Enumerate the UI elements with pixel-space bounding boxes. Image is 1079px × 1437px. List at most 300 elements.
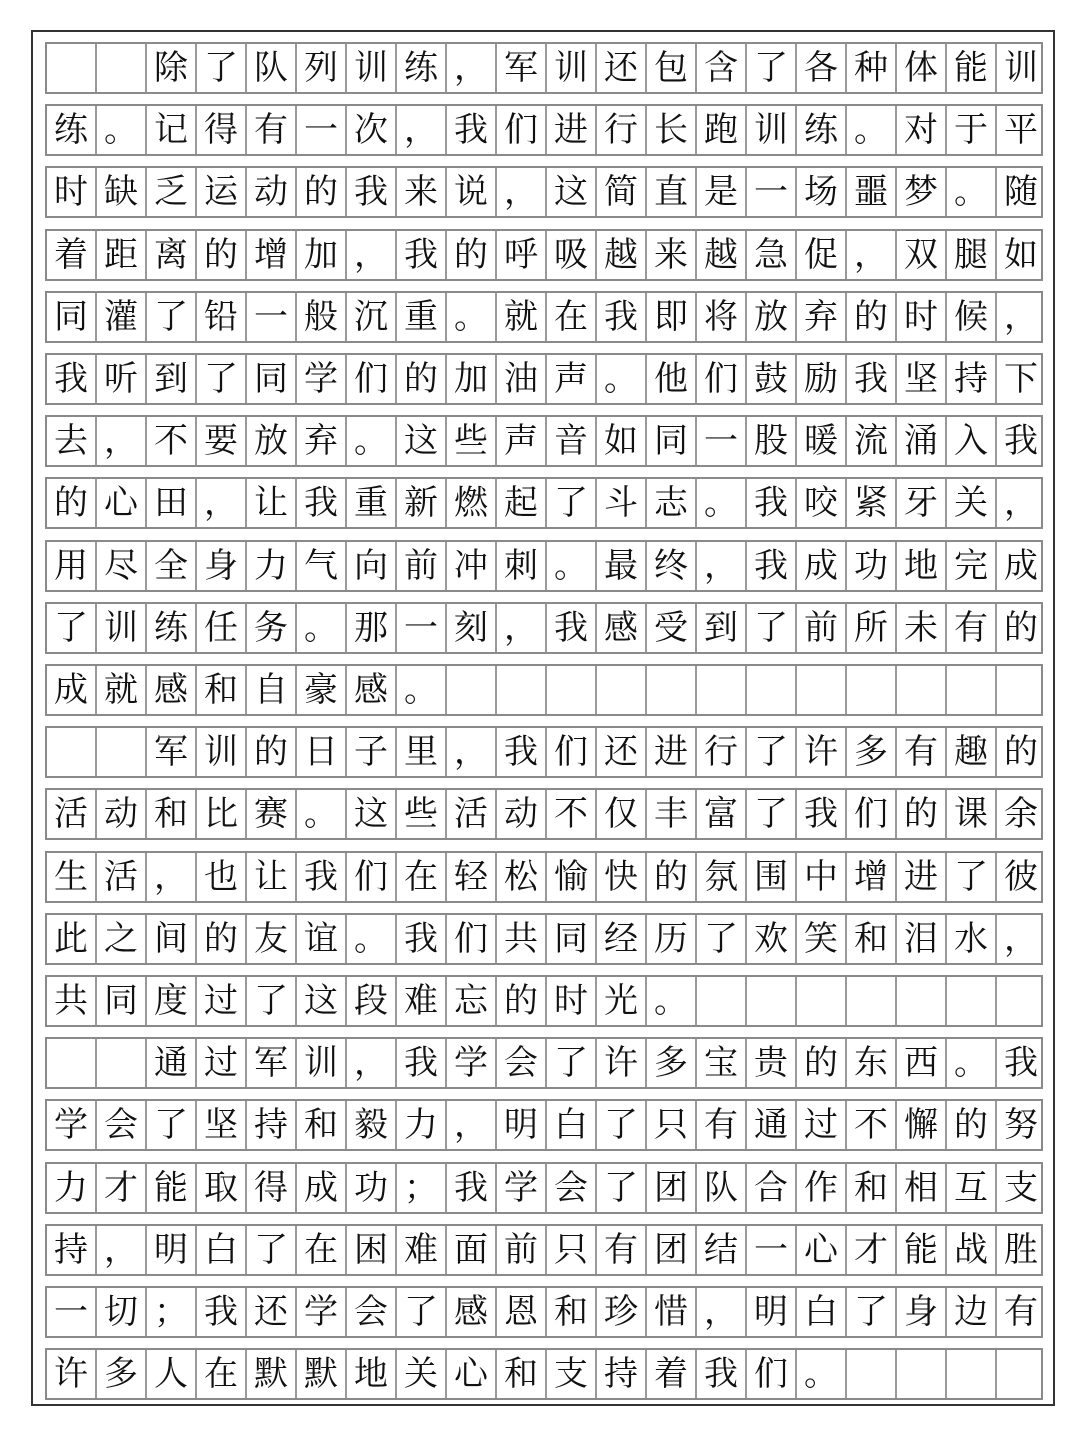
grid-cell: 在 [545, 293, 595, 341]
grid-row [45, 42, 1043, 94]
grid-cell: 训 [995, 44, 1045, 92]
grid-cell [995, 666, 1045, 714]
grid-cell: 。 [845, 106, 895, 154]
grid-cell [995, 1350, 1045, 1398]
grid-cell [695, 977, 745, 1025]
grid-cell [47, 728, 95, 776]
grid-cell: 我 [995, 1039, 1045, 1087]
grid-cell: 我 [745, 479, 795, 527]
grid-cell: 了 [245, 1226, 295, 1274]
grid-cell: 学 [54, 1105, 88, 1146]
grid-cell: 牙 [895, 479, 945, 527]
grid-row [45, 975, 1043, 1027]
grid-cell: 就 [95, 666, 145, 714]
grid-cell: 在 [395, 853, 445, 901]
grid-cell: 困 [345, 1226, 395, 1274]
grid-cell: 日 [295, 728, 345, 776]
grid-cell: 成 [795, 542, 845, 590]
grid-cell: 了 [145, 293, 195, 341]
grid-cell: 感 [145, 666, 195, 714]
grid-cell: 愉 [545, 853, 595, 901]
grid-row [45, 602, 1043, 654]
grid-cell: 惜 [645, 1288, 695, 1336]
grid-cell: 弃 [795, 293, 845, 341]
grid-cell: 着 [645, 1350, 695, 1398]
grid-cell: 东 [845, 1039, 895, 1087]
grid-cell: 友 [245, 915, 295, 963]
grid-cell: 军 [145, 728, 195, 776]
grid-cell: 战 [945, 1226, 995, 1274]
grid-cell: 支 [545, 1350, 595, 1398]
grid-cell: ， [495, 168, 545, 216]
grid-cell: 此 [54, 918, 88, 959]
grid-cell: 能 [145, 1164, 195, 1212]
grid-cell [95, 44, 145, 92]
grid-cell: 的 [195, 231, 245, 279]
grid-cell: 。 [945, 168, 995, 216]
grid-cell: 长 [645, 106, 695, 154]
grid-cell: 练 [54, 110, 88, 151]
grid-cell: 西 [895, 1039, 945, 1087]
grid-row [45, 104, 1043, 156]
grid-cell: 。 [445, 293, 495, 341]
grid-cell: 之 [95, 915, 145, 963]
grid-cell: 记 [145, 106, 195, 154]
grid-cell: 动 [495, 790, 545, 838]
grid-row [45, 726, 1043, 778]
grid-cell: 我 [845, 355, 895, 403]
grid-cell: 队 [245, 44, 295, 92]
grid-cell: 还 [245, 1288, 295, 1336]
grid-cell: 练 [395, 44, 445, 92]
grid-cell: 成 [54, 670, 88, 710]
grid-cell: 难 [395, 1226, 445, 1274]
grid-cell: 务 [245, 604, 295, 652]
grid-cell: 氛 [695, 853, 745, 901]
grid-cell: 活 [445, 790, 495, 838]
grid-cell: ， [495, 604, 545, 652]
grid-cell: 完 [945, 542, 995, 590]
grid-cell: 油 [495, 355, 545, 403]
grid-cell: 音 [545, 417, 595, 465]
grid-cell: 的 [295, 168, 345, 216]
grid-cell: 来 [645, 231, 695, 279]
grid-cell: 一 [745, 1226, 795, 1274]
grid-cell: 一 [395, 604, 445, 652]
grid-cell: 。 [345, 417, 395, 465]
grid-cell: 有 [595, 1226, 645, 1274]
grid-cell: 练 [145, 604, 195, 652]
grid-cell: 活 [54, 794, 88, 835]
grid-cell: 努 [995, 1101, 1045, 1149]
grid-cell: 和 [195, 666, 245, 714]
grid-cell: 了 [145, 1101, 195, 1149]
grid-cell: 课 [945, 790, 995, 838]
grid-row [45, 788, 1043, 840]
grid-cell: 流 [845, 417, 895, 465]
grid-row [45, 664, 1043, 716]
grid-cell: 股 [745, 417, 795, 465]
grid-cell: 我 [695, 1350, 745, 1398]
grid-cell: 紧 [845, 479, 895, 527]
grid-cell: 持 [945, 355, 995, 403]
grid-cell: 一 [295, 106, 345, 154]
grid-cell: 松 [495, 853, 545, 901]
grid-cell: 切 [95, 1288, 145, 1336]
grid-cell: 受 [645, 604, 695, 652]
grid-cell: 我 [445, 106, 495, 154]
grid-row [45, 913, 1043, 965]
grid-cell: 了 [545, 1039, 595, 1087]
grid-cell: 了 [195, 44, 245, 92]
grid-cell: 我 [295, 479, 345, 527]
grid-cell: 和 [845, 915, 895, 963]
grid-cell: 团 [645, 1164, 695, 1212]
grid-cell: 我 [54, 359, 88, 399]
grid-cell: 白 [545, 1101, 595, 1149]
grid-cell: 次 [345, 106, 395, 154]
grid-cell: 彼 [995, 853, 1045, 901]
grid-cell: 。 [795, 1350, 845, 1398]
grid-cell [545, 666, 595, 714]
grid-cell [945, 666, 995, 714]
grid-cell: 成 [995, 542, 1045, 590]
grid-cell: 谊 [295, 915, 345, 963]
grid-cell: 段 [345, 977, 395, 1025]
grid-cell: 入 [945, 417, 995, 465]
grid-cell: 了 [945, 853, 995, 901]
grid-cell: 加 [295, 231, 345, 279]
grid-cell: 前 [495, 1226, 545, 1274]
grid-cell: 我 [745, 542, 795, 590]
grid-cell: 了 [395, 1288, 445, 1336]
grid-cell [995, 977, 1045, 1025]
grid-cell: 鼓 [745, 355, 795, 403]
grid-cell: 场 [795, 168, 845, 216]
grid-cell: 活 [95, 853, 145, 901]
grid-cell: ， [345, 231, 395, 279]
grid-cell: 我 [395, 231, 445, 279]
grid-cell: 关 [395, 1350, 445, 1398]
grid-cell: 这 [545, 168, 595, 216]
grid-cell: 气 [295, 542, 345, 590]
grid-cell: 也 [195, 853, 245, 901]
grid-cell: 多 [645, 1039, 695, 1087]
grid-cell: 燃 [445, 479, 495, 527]
grid-cell: 人 [145, 1350, 195, 1398]
grid-cell: 起 [495, 479, 545, 527]
grid-cell: 毅 [345, 1101, 395, 1149]
grid-cell: 面 [445, 1226, 495, 1274]
grid-cell: 边 [945, 1288, 995, 1336]
grid-cell: 和 [845, 1164, 895, 1212]
grid-cell: 了 [745, 44, 795, 92]
grid-cell: 即 [645, 293, 695, 341]
grid-cell: 我 [795, 790, 845, 838]
grid-cell: 铅 [195, 293, 245, 341]
grid-cell: 于 [945, 106, 995, 154]
grid-cell: 增 [845, 853, 895, 901]
grid-cell: 坚 [895, 355, 945, 403]
grid-cell: 同 [95, 977, 145, 1025]
grid-cell: 的 [445, 231, 495, 279]
grid-cell: 同 [545, 915, 595, 963]
grid-cell: 直 [645, 168, 695, 216]
grid-cell [95, 728, 145, 776]
grid-cell: 恩 [495, 1288, 545, 1336]
grid-cell: 刻 [445, 604, 495, 652]
grid-cell: 弃 [295, 417, 345, 465]
grid-cell: 就 [495, 293, 545, 341]
grid-cell: 冲 [445, 542, 495, 590]
grid-cell: 快 [595, 853, 645, 901]
grid-cell: 的 [54, 483, 88, 524]
grid-cell: 越 [595, 231, 645, 279]
grid-cell: 向 [345, 542, 395, 590]
grid-cell: 历 [645, 915, 695, 963]
grid-cell: 去 [54, 421, 88, 462]
grid-cell: 心 [445, 1350, 495, 1398]
grid-cell: 离 [145, 231, 195, 279]
grid-cell: 励 [795, 355, 845, 403]
grid-cell: 的 [795, 1039, 845, 1087]
grid-cell: 呼 [495, 231, 545, 279]
grid-cell: 了 [595, 1164, 645, 1212]
grid-cell: 的 [195, 915, 245, 963]
grid-cell: 支 [995, 1164, 1045, 1212]
grid-cell: 他 [645, 355, 695, 403]
grid-cell: 对 [895, 106, 945, 154]
grid-cell: 坚 [195, 1101, 245, 1149]
grid-cell: 的 [945, 1101, 995, 1149]
grid-cell: 些 [445, 417, 495, 465]
grid-cell: 训 [545, 44, 595, 92]
grid-cell: 了 [245, 977, 295, 1025]
grid-cell: 们 [345, 355, 395, 403]
grid-cell: 同 [245, 355, 295, 403]
grid-cell [895, 666, 945, 714]
grid-cell: ， [395, 106, 445, 154]
grid-cell: 经 [595, 915, 645, 963]
grid-cell: 刺 [495, 542, 545, 590]
grid-cell: ， [195, 479, 245, 527]
grid-cell: 简 [595, 168, 645, 216]
grid-cell: 身 [895, 1288, 945, 1336]
grid-cell: 要 [195, 417, 245, 465]
grid-cell: 光 [595, 977, 645, 1025]
grid-cell: 梦 [895, 168, 945, 216]
grid-cell: 最 [595, 542, 645, 590]
grid-cell: 不 [545, 790, 595, 838]
grid-cell [445, 666, 495, 714]
grid-cell: 的 [395, 355, 445, 403]
grid-cell: 一 [245, 293, 295, 341]
grid-cell: 种 [845, 44, 895, 92]
grid-cell: 们 [695, 355, 745, 403]
grid-cell: 过 [195, 1039, 245, 1087]
grid-cell: 如 [995, 231, 1045, 279]
grid-cell: 缺 [95, 168, 145, 216]
grid-cell: 取 [195, 1164, 245, 1212]
grid-cell: 在 [195, 1350, 245, 1398]
grid-cell [745, 666, 795, 714]
grid-row [45, 1286, 1043, 1338]
grid-cell: 候 [945, 293, 995, 341]
grid-cell: 些 [395, 790, 445, 838]
grid-cell: 灌 [95, 293, 145, 341]
grid-row [45, 291, 1043, 343]
grid-cell: 是 [695, 168, 745, 216]
grid-cell: 的 [845, 293, 895, 341]
grid-cell: 忘 [445, 977, 495, 1025]
grid-cell: 明 [745, 1288, 795, 1336]
grid-cell: ， [845, 231, 895, 279]
grid-cell: 泪 [895, 915, 945, 963]
grid-cell: 下 [995, 355, 1045, 403]
grid-cell: 未 [895, 604, 945, 652]
grid-row [45, 229, 1043, 281]
grid-cell: 们 [845, 790, 895, 838]
grid-cell: 我 [295, 853, 345, 901]
grid-cell: 了 [195, 355, 245, 403]
grid-cell: 志 [645, 479, 695, 527]
grid-cell: 得 [245, 1164, 295, 1212]
grid-cell: 进 [645, 728, 695, 776]
grid-cell: ， [695, 1288, 745, 1336]
grid-cell: 有 [895, 728, 945, 776]
grid-cell: 的 [645, 853, 695, 901]
grid-cell: 到 [695, 604, 745, 652]
grid-row [45, 477, 1043, 529]
grid-cell: 让 [245, 853, 295, 901]
grid-cell: 子 [345, 728, 395, 776]
grid-cell: 各 [795, 44, 845, 92]
grid-cell [845, 666, 895, 714]
grid-row [45, 540, 1043, 592]
grid-row [45, 1162, 1043, 1214]
grid-cell: 噩 [845, 168, 895, 216]
grid-cell: 有 [695, 1101, 745, 1149]
grid-cell: 新 [395, 479, 445, 527]
grid-cell: 来 [395, 168, 445, 216]
grid-cell: 将 [695, 293, 745, 341]
grid-cell: 通 [745, 1101, 795, 1149]
grid-cell: 不 [145, 417, 195, 465]
grid-cell: 前 [395, 542, 445, 590]
grid-cell: 中 [795, 853, 845, 901]
grid-cell: ， [95, 1226, 145, 1274]
grid-cell: 明 [495, 1101, 545, 1149]
grid-cell: 笑 [795, 915, 845, 963]
grid-cell: 这 [295, 977, 345, 1025]
grid-cell: 持 [54, 1229, 88, 1270]
grid-cell: 丰 [645, 790, 695, 838]
grid-cell: 让 [245, 479, 295, 527]
grid-cell: 。 [545, 542, 595, 590]
grid-cell: 跑 [695, 106, 745, 154]
grid-cell: ， [95, 417, 145, 465]
grid-cell: 豪 [295, 666, 345, 714]
grid-cell: 除 [145, 44, 195, 92]
grid-cell: 一 [745, 168, 795, 216]
grid-cell: 终 [645, 542, 695, 590]
grid-cell: ； [395, 1164, 445, 1212]
grid-cell: 暖 [795, 417, 845, 465]
grid-cell: 了 [545, 479, 595, 527]
grid-cell: 了 [745, 604, 795, 652]
grid-cell: 才 [845, 1226, 895, 1274]
grid-cell: 进 [895, 853, 945, 901]
grid-cell: 会 [545, 1164, 595, 1212]
grid-cell: 力 [395, 1101, 445, 1149]
grid-cell: 增 [245, 231, 295, 279]
grid-cell: 们 [495, 106, 545, 154]
grid-cell: ， [145, 853, 195, 901]
grid-cell: 能 [895, 1226, 945, 1274]
grid-cell: 包 [645, 44, 695, 92]
grid-cell: 余 [995, 790, 1045, 838]
grid-cell: 能 [945, 44, 995, 92]
grid-cell: 学 [495, 1164, 545, 1212]
grid-cell: 训 [195, 728, 245, 776]
grid-cell: 我 [495, 728, 545, 776]
grid-cell: 趣 [945, 728, 995, 776]
grid-cell: 我 [995, 417, 1045, 465]
grid-cell: 在 [295, 1226, 345, 1274]
grid-cell [945, 977, 995, 1025]
grid-cell: 。 [295, 790, 345, 838]
grid-cell: 队 [695, 1164, 745, 1212]
grid-cell: 般 [295, 293, 345, 341]
grid-cell: 田 [145, 479, 195, 527]
grid-cell [795, 666, 845, 714]
grid-cell: 。 [395, 666, 445, 714]
grid-cell: 重 [345, 479, 395, 527]
grid-cell: 听 [95, 355, 145, 403]
grid-cell [595, 666, 645, 714]
grid-cell: 了 [845, 1288, 895, 1336]
grid-cell: 白 [795, 1288, 845, 1336]
grid-cell: 乏 [145, 168, 195, 216]
grid-cell: 相 [895, 1164, 945, 1212]
grid-cell: 共 [54, 981, 88, 1021]
grid-cell: 身 [195, 542, 245, 590]
grid-cell: 这 [395, 417, 445, 465]
grid-cell: 多 [95, 1350, 145, 1398]
grid-row [45, 1037, 1043, 1089]
grid-cell: 地 [895, 542, 945, 590]
grid-cell: 随 [995, 168, 1045, 216]
grid-cell: 尽 [95, 542, 145, 590]
grid-cell: 们 [745, 1350, 795, 1398]
grid-cell: 心 [95, 479, 145, 527]
grid-cell: 胜 [995, 1226, 1045, 1274]
grid-cell: 许 [795, 728, 845, 776]
grid-cell: 了 [695, 915, 745, 963]
grid-cell: 过 [795, 1101, 845, 1149]
grid-cell: 间 [145, 915, 195, 963]
grid-cell: ， [445, 1101, 495, 1149]
grid-cell: 声 [545, 355, 595, 403]
grid-cell: ， [345, 1039, 395, 1087]
grid-cell: 们 [445, 915, 495, 963]
grid-cell: 们 [545, 728, 595, 776]
grid-cell: ， [995, 293, 1045, 341]
grid-cell: 仅 [595, 790, 645, 838]
grid-cell: 得 [195, 106, 245, 154]
grid-cell: 持 [595, 1350, 645, 1398]
grid-cell: 全 [145, 542, 195, 590]
